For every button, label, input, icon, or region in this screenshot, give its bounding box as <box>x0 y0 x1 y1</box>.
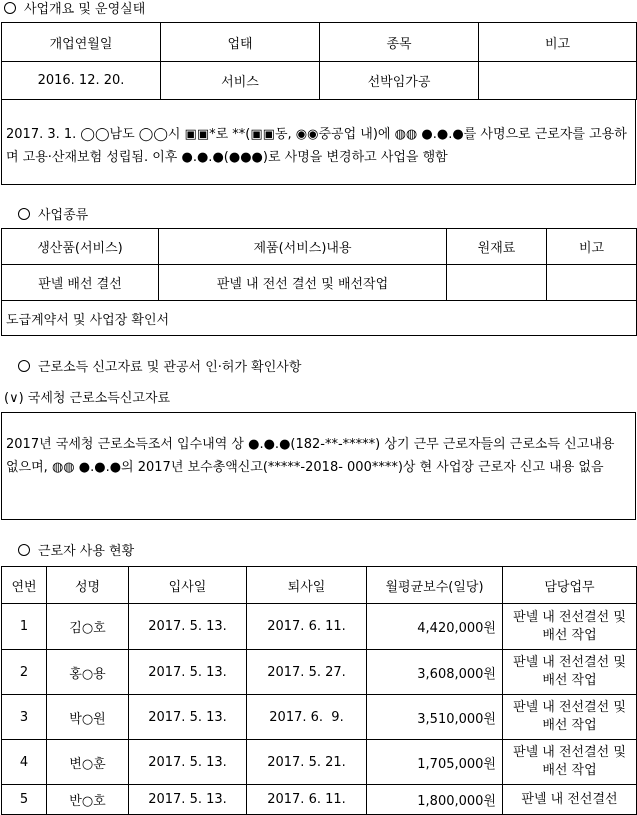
header-category: 종목 <box>320 23 479 62</box>
table-row <box>2 695 637 740</box>
section1-heading: 사업개요 및 운영실태 <box>4 0 145 17</box>
cell-end-date: 2017. 6. 9. <box>247 695 367 740</box>
cell-end-date: 2017. 5. 21. <box>247 740 367 785</box>
cell-duty: 판넬 내 전선결선 및 배선 작업 <box>503 740 637 785</box>
cell-name: 변○훈 <box>47 740 129 785</box>
circle-bullet-icon <box>18 360 30 372</box>
contract-note: 도급계약서 및 사업장 확인서 <box>2 301 637 336</box>
circle-bullet-icon <box>18 208 30 220</box>
table-row <box>2 650 637 695</box>
cell-start-date: 2017. 5. 13. <box>129 740 247 785</box>
section2-heading: 사업종류 <box>18 204 88 223</box>
cell-pay: 3,510,000원 <box>367 695 503 740</box>
cell-business-type: 서비스 <box>161 62 320 100</box>
cell-pay: 1,800,000원 <box>367 785 503 815</box>
header-raw-material: 원재료 <box>447 229 547 265</box>
cell-duty: 판넬 내 전선결선 <box>503 785 637 815</box>
cell-start-date: 2017. 5. 13. <box>129 650 247 695</box>
business-overview-table <box>1 22 637 100</box>
income-report-description: 2017년 국세청 근로소득조서 입수내역 상 ●.●.●(182-**-*****) 상기 근무 근로자들의 근로소득 신고내용 없으며, ◍◍ ●.●.●의 2017년 보수총액신고(*****-2018- 000****)상 현 사업장 근로자 신고 내용 없음 <box>1 412 636 520</box>
table-row <box>2 740 637 785</box>
cell-end-date: 2017. 6. 11. <box>247 785 367 815</box>
cell-no: 2 <box>2 650 47 695</box>
cell-pay: 1,705,000원 <box>367 740 503 785</box>
cell-duty: 판넬 내 전선결선 및 배선 작업 <box>503 695 637 740</box>
cell-remarks <box>479 62 637 100</box>
cell-name: 홍○용 <box>47 650 129 695</box>
cell-no: 5 <box>2 785 47 815</box>
cell-duty: 판넬 내 전선결선 및 배선 작업 <box>503 604 637 650</box>
cell-end-date: 2017. 6. 11. <box>247 604 367 650</box>
cell-pay: 4,420,000원 <box>367 604 503 650</box>
cell-start-date: 2017. 5. 13. <box>129 604 247 650</box>
cell-start-date: 2017. 5. 13. <box>129 695 247 740</box>
cell-name: 박○원 <box>47 695 129 740</box>
section3-subheading: (∨) 국세청 근로소득신고자료 <box>4 391 171 406</box>
cell-end-date: 2017. 5. 27. <box>247 650 367 695</box>
cell-open-date: 2016. 12. 20. <box>2 62 161 100</box>
cell-pay: 3,608,000원 <box>367 650 503 695</box>
cell-product-content: 판넬 내 전선 결선 및 배선작업 <box>159 265 447 301</box>
header-product-content: 제품(서비스)내용 <box>159 229 447 265</box>
header-open-date: 개업연월일 <box>2 23 161 62</box>
business-type-table <box>1 228 637 336</box>
header-business-type: 업태 <box>161 23 320 62</box>
table-row <box>2 785 637 815</box>
cell-no: 1 <box>2 604 47 650</box>
header-duty: 담당업무 <box>503 567 637 604</box>
circle-bullet-icon <box>4 2 16 14</box>
circle-bullet-icon <box>18 544 30 556</box>
cell-start-date: 2017. 5. 13. <box>129 785 247 815</box>
section3-heading: 근로소득 신고자료 및 관공서 인·허가 확인사항 <box>18 356 301 375</box>
header-remarks: 비고 <box>479 23 637 62</box>
header-end-date: 퇴사일 <box>247 567 367 604</box>
header-start-date: 입사일 <box>129 567 247 604</box>
workers-table <box>1 566 637 815</box>
cell-product: 판넬 배선 결선 <box>2 265 159 301</box>
header-monthly-pay: 월평균보수(일당) <box>367 567 503 604</box>
section4-heading: 근로자 사용 현황 <box>18 540 134 559</box>
table-row <box>2 604 637 650</box>
cell-category: 선박임가공 <box>320 62 479 100</box>
cell-raw-material <box>447 265 547 301</box>
header-remarks: 비고 <box>547 229 637 265</box>
business-description: 2017. 3. 1. ◯◯남도 ◯◯시 ▣▣*로 **(▣▣동, ◉◉중공업 내)에 ◍◍ ●.●.●를 사명으로 근로자를 고용하며 고용·산재보험 성립됨. 이후 ●.●.●(●●●)로 사명을 변경하고 사업을 행함 <box>1 99 636 185</box>
cell-duty: 판넬 내 전선결선 및 배선 작업 <box>503 650 637 695</box>
cell-remarks <box>547 265 637 301</box>
header-product: 생산품(서비스) <box>2 229 159 265</box>
cell-name: 반○호 <box>47 785 129 815</box>
cell-name: 김○호 <box>47 604 129 650</box>
header-name: 성명 <box>47 567 129 604</box>
header-no: 연번 <box>2 567 47 604</box>
cell-no: 3 <box>2 695 47 740</box>
cell-no: 4 <box>2 740 47 785</box>
